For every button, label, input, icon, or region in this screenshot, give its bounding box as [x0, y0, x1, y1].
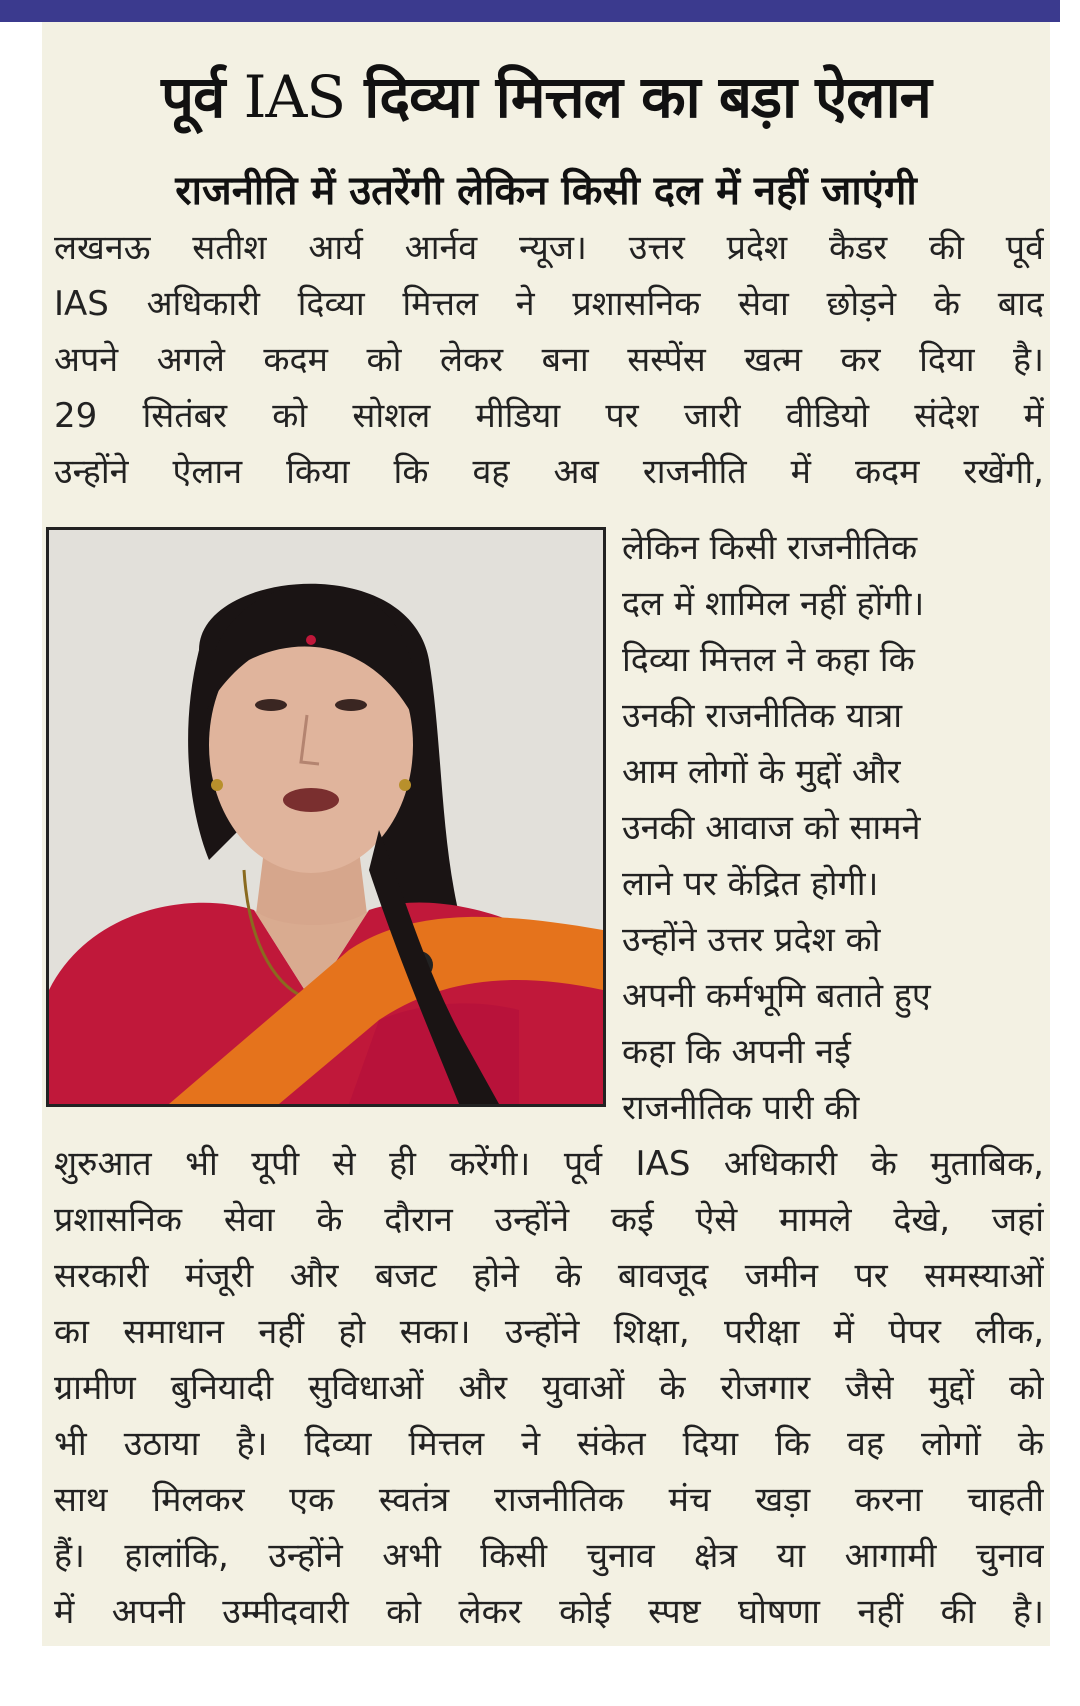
- article-line: 29 सितंबर को सोशल मीडिया पर जारी वीडियो संदेश में: [54, 396, 1044, 436]
- article-line: कहा कि अपनी नई: [622, 1032, 851, 1072]
- article-line: लखनऊ सतीश आर्य आर्नव न्यूज। उत्तर प्रदेश कैडर की पूर्व: [54, 228, 1044, 268]
- article-line: उनकी आवाज को सामने: [622, 808, 921, 848]
- article-line: ग्रामीण बुनियादी सुविधाओं और युवाओं के रोजगार जैसे मुद्दों को: [54, 1368, 1044, 1408]
- headline: [42, 62, 1050, 132]
- article-line: दिव्या मित्तल ने कहा कि: [622, 640, 915, 680]
- article-line: में अपनी उम्मीदवारी को लेकर कोई स्पष्ट घोषणा नहीं की है।: [54, 1592, 1044, 1632]
- article-paragraph-bottom: [54, 1136, 1044, 1640]
- article-line: का समाधान नहीं हो सका। उन्होंने शिक्षा, परीक्षा में पेपर लीक,: [54, 1312, 1044, 1352]
- article-line: हैं। हालांकि, उन्होंने अभी किसी चुनाव क्षेत्र या आगामी चुनाव: [54, 1536, 1044, 1576]
- article-line: दल में शामिल नहीं होंगी।: [622, 584, 925, 624]
- article-line: उन्होंने उत्तर प्रदेश को: [622, 920, 881, 960]
- subheadline: राजनीति में उतरेंगी लेकिन किसी दल में नहीं जाएंगी: [175, 168, 917, 214]
- article-line: उन्होंने ऐलान किया कि वह अब राजनीति में कदम रखेंगी,: [54, 452, 1044, 492]
- article-line: अपने अगले कदम को लेकर बना सस्पेंस खत्म कर दिया है।: [54, 340, 1044, 380]
- top-color-bar: [0, 0, 1060, 22]
- article-line: उनकी राजनीतिक यात्रा: [622, 696, 903, 736]
- article-line: आम लोगों के मुद्दों और: [622, 752, 901, 792]
- article-line: शुरुआत भी यूपी से ही करेंगी। पूर्व IAS अधिकारी के मुताबिक,: [54, 1144, 1044, 1184]
- article-line: सरकारी मंजूरी और बजट होने के बावजूद जमीन पर समस्याओं: [54, 1256, 1044, 1296]
- portrait-illustration: [49, 530, 603, 1104]
- article-line: अपनी कर्मभूमि बताते हुए: [622, 976, 931, 1016]
- article-paragraph-top: [54, 220, 1044, 500]
- article-line: लेकिन किसी राजनीतिक: [622, 528, 918, 568]
- article-line: लाने पर केंद्रित होगी।: [622, 864, 879, 904]
- headline-word-former: पूर्व: [161, 63, 225, 131]
- article-line: राजनीतिक पारी की: [622, 1088, 860, 1128]
- article-line: भी उठाया है। दिव्या मित्तल ने संकेत दिया कि वह लोगों के: [54, 1424, 1044, 1464]
- article-paragraph-column: [622, 520, 1042, 1136]
- newspaper-clipping: [42, 22, 1050, 1646]
- headline-word-ias: IAS: [243, 63, 346, 131]
- cropped-next-headline: [0, 1654, 1080, 1706]
- article-line: साथ मिलकर एक स्वतंत्र राजनीतिक मंच खड़ा करना चाहती: [54, 1480, 1044, 1520]
- article-line: IAS अधिकारी दिव्या मित्तल ने प्रशासनिक सेवा छोड़ने के बाद: [54, 284, 1044, 324]
- headline-rest: दिव्या मित्तल का बड़ा ऐलान: [364, 63, 931, 131]
- article-line: प्रशासनिक सेवा के दौरान उन्होंने कई ऐसे मामले देखे, जहां: [54, 1200, 1044, 1240]
- portrait-photo: [46, 527, 606, 1107]
